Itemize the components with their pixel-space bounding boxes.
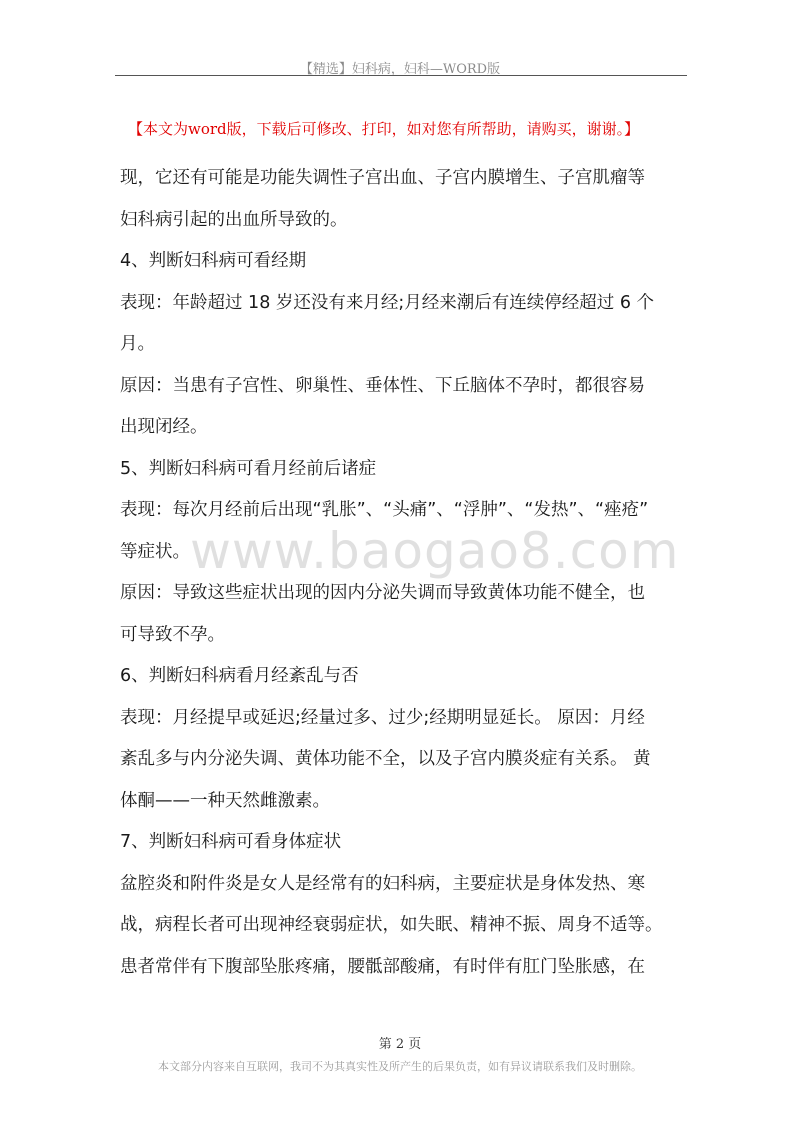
page-header: 【精选】妇科病，妇科—WORD版 xyxy=(299,62,501,77)
section-heading: 7、判断妇科病可看身体症状 xyxy=(120,832,342,852)
body-line: 妇科病引起的出血所导致的。 xyxy=(120,209,348,230)
body-line: 体酮——一种天然雌激素。 xyxy=(120,790,330,811)
header-divider xyxy=(115,75,687,76)
body-line: 可导致不孕。 xyxy=(120,624,225,645)
body-line: 患者常伴有下腹部坠胀疼痛，腰骶部酸痛，有时伴有肛门坠胀感，在 xyxy=(120,956,645,977)
section-heading: 6、判断妇科病看月经紊乱与否 xyxy=(120,666,359,686)
section-heading: 4、判断妇科病可看经期 xyxy=(120,251,307,271)
page-number: 第 2 页 xyxy=(378,1037,422,1052)
body-line: 战，病程长者可出现神经衰弱症状，如失眠、精神不振、周身不适等。 xyxy=(120,915,663,935)
copyright-notice: 【本文为word版，下载后可修改、打印，如对您有所帮助，请购买，谢谢。】 xyxy=(128,120,640,138)
page-footer: 本文部分内容来自互联网，我司不为其真实性及所产生的后果负责，如有异议请联系我们及时删除。 xyxy=(158,1060,642,1073)
body-line: 等症状。 xyxy=(120,541,190,562)
body-line: 盆腔炎和附件炎是女人是经常有的妇科病，主要症状是身体发热、寒 xyxy=(120,873,645,894)
body-line: 原因：导致这些症状出现的因内分泌失调而导致黄体功能不健全，也 xyxy=(120,583,645,603)
body-line: 原因：当患有子宫性、卵巢性、垂体性、下丘脑体不孕时，都很容易 xyxy=(120,375,645,396)
body-line: 表现：年龄超过 18 岁还没有来月经;月经来潮后有连续停经超过 6 个 xyxy=(120,292,655,313)
body-line: 表现：每次月经前后出现“乳胀”、“头痛”、“浮肿”、“发热”、“痤疮” xyxy=(120,500,649,520)
body-line: 紊乱多与内分泌失调、黄体功能不全，以及子宫内膜炎症有关系。 黄 xyxy=(120,749,651,769)
body-line: 现，它还有可能是功能失调性子宫出血、子宫内膜增生、子宫肌瘤等 xyxy=(120,168,645,188)
section-heading: 5、判断妇科病可看月经前后诸症 xyxy=(120,458,377,479)
body-line: 出现闭经。 xyxy=(120,417,208,437)
body-line: 月。 xyxy=(120,334,155,354)
watermark: www.baogao8.com xyxy=(190,522,680,580)
body-line: 表现：月经提早或延迟;经量过多、过少;经期明显延长。 原因：月经 xyxy=(120,707,645,728)
